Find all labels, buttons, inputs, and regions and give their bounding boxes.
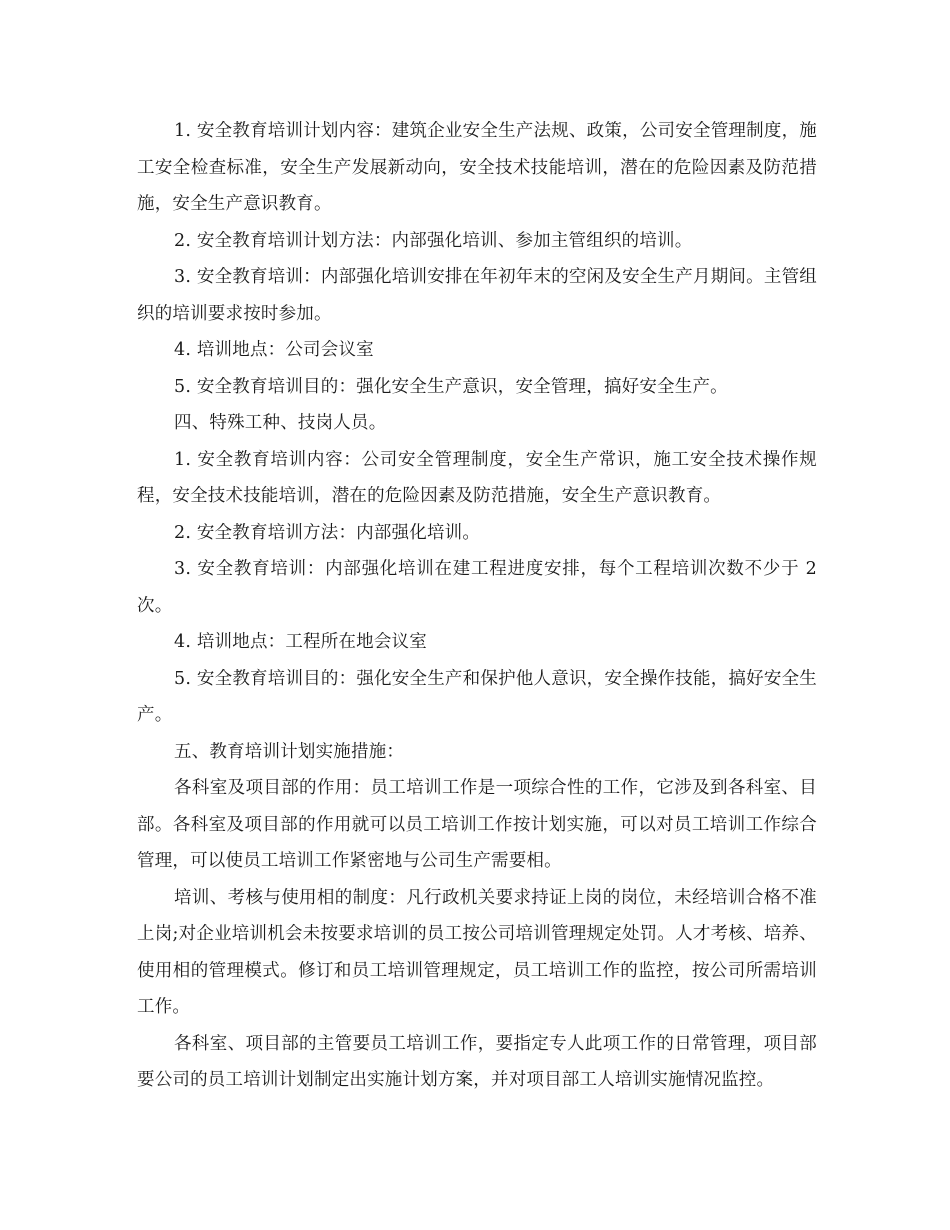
paragraph-special-training-location: 4. 培训地点：工程所在地会议室 [174, 632, 427, 652]
document-body [137, 113, 817, 1099]
paragraph-special-training-method: 2. 安全教育培训方法：内部强化培训。 [174, 522, 481, 543]
paragraph-supervisor-duties: 各科室、项目部的主管要员工培训工作，要指定专人此项工作的日常管理，项目部要公司的员工培训计划制定出实施计划方案，并对项目部工人培训实施情况监控。 [137, 1033, 817, 1090]
paragraph-departments-role: 各科室及项目部的作用：员工培训工作是一项综合性的工作，它涉及到各科室、目部。各科室及项目部的作用就可以员工培训工作按计划实施，可以对员工培训工作综合管理，可以使员工培训工作紧密地与公司生产需要相。 [137, 778, 817, 871]
paragraph-special-training-schedule: 3. 安全教育培训：内部强化培训在建工程进度安排，每个工程培训次数不少于 2 次。 [137, 559, 817, 616]
section-heading-special-workers: 四、特殊工种、技岗人员。 [174, 413, 387, 433]
paragraph-training-content: 1. 安全教育培训计划内容：建筑企业安全生产法规、政策，公司安全管理制度，施工安全检查标准，安全生产发展新动向，安全技术技能培训，潜在的危险因素及防范措施，安全生产意识教育。 [137, 121, 817, 214]
paragraph-training-schedule: 3. 安全教育培训：内部强化培训安排在年初年末的空闲及安全生产月期间。主管组织的培训要求按时参加。 [137, 267, 817, 324]
paragraph-special-training-purpose: 5. 安全教育培训目的：强化安全生产和保护他人意识，安全操作技能，搞好安全生产。 [137, 668, 817, 725]
section-heading-implementation: 五、教育培训计划实施措施： [174, 741, 405, 762]
paragraph-special-training-content: 1. 安全教育培训内容：公司安全管理制度，安全生产常识，施工安全技术操作规程，安全技术技能培训，潜在的危险因素及防范措施，安全生产意识教育。 [137, 449, 817, 506]
paragraph-training-purpose: 5. 安全教育培训目的：强化安全生产意识，安全管理，搞好安全生产。 [174, 376, 728, 397]
paragraph-training-location: 4. 培训地点：公司会议室 [174, 340, 374, 360]
paragraph-assessment-system: 培训、考核与使用相的制度：凡行政机关要求持证上岗的岗位，未经培训合格不准上岗;对企业培训机会未按要求培训的员工按公司培训管理规定处罚。人才考核、培养、使用相的管理模式。修订和员工培训管理规定，员工培训工作的监控，按公司所需培训工作。 [137, 887, 817, 1017]
paragraph-training-method: 2. 安全教育培训计划方法：内部强化培训、参加主管组织的培训。 [174, 230, 693, 251]
